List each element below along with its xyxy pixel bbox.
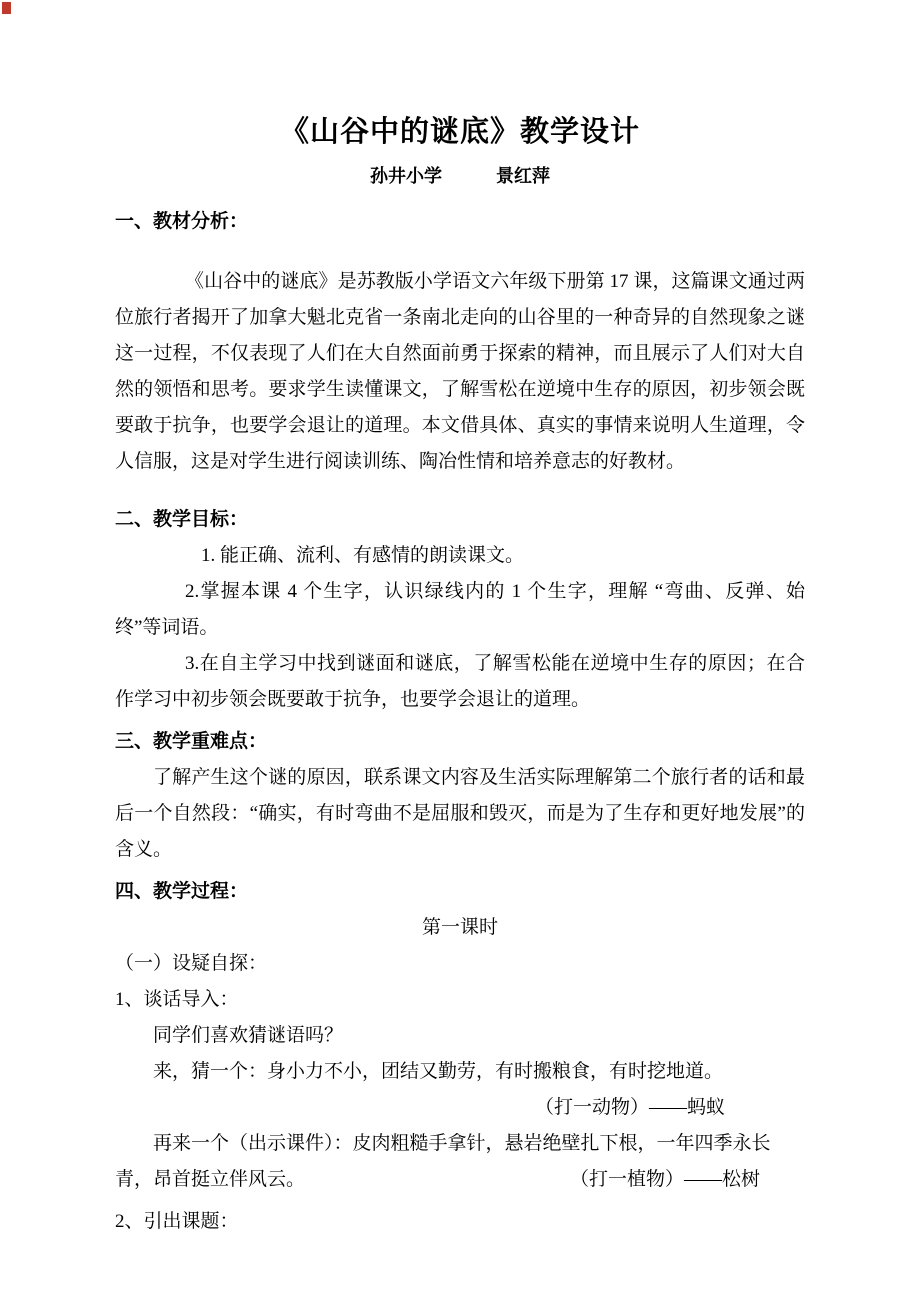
lesson-title: 第一课时 <box>421 917 498 938</box>
paragraph-key-difficulties: 了解产生这个谜的原因，联系课文内容及生活实际理解第二个旅行者的话和最后一个自然段：“确实，有时弯曲不是屈服和毁灭，而是为了生存和更好地发展”的含义。 <box>115 767 805 860</box>
section-heading-teaching-process: 四、教学过程： <box>115 881 249 902</box>
section-heading-key-difficulties: 三、教学重难点： <box>115 731 268 752</box>
riddle-2-answer: （打一植物）——松树 <box>569 1169 760 1190</box>
goal-item-2: 2.掌握本课 4 个生字，认识绿线内的 1 个生字，理解 “弯曲、反弹、始终”等词语。 <box>115 581 805 638</box>
riddle-2-text-continuation: 青，昂首挺立伴风云。 <box>115 1169 306 1190</box>
document-title: 《山谷中的谜底》教学设计 <box>279 116 640 148</box>
line-riddle-1-answer: （打一动物）——蚂蚁 <box>534 1097 725 1118</box>
step-heading-self-inquiry: （一）设疑自探： <box>115 953 268 974</box>
substep-introduce-topic: 2、引出课题： <box>115 1211 239 1232</box>
line-riddle-2-part-2 <box>115 1162 805 1198</box>
goal-item-1: 1. 能正确、流利、有感情的朗读课文。 <box>201 545 525 566</box>
paragraph-material-analysis: 《山谷中的谜底》是苏教版小学语文六年级下册第 17 课，这篇课文通过两位旅行者揭开了加拿大魁北克省一条南北走向的山谷里的一种奇异的自然现象之谜这一过程，不仅表现了人们在大自然面前勇于探索的精神，而且展示了人们对大自然的领悟和思考。要求学生读懂课文，了解雪松在逆境中生存的原因，初步领会既要敢于抗争，也要学会退让的道理。本文借具体、真实的事情来说明人生道理，令人信服，这是对学生进行阅读训练、陶冶性情和培养意志的好教材。 <box>115 271 805 472</box>
line-riddle-question: 同学们喜欢猜谜语吗？ <box>153 1025 344 1046</box>
corner-artifact <box>2 2 11 14</box>
line-riddle-1: 来，猜一个：身小力不小，团结又勤劳，有时搬粮食，有时挖地道。 <box>153 1061 724 1082</box>
line-riddle-2-part-1: 再来一个（出示课件）：皮肉粗糙手拿针，悬岩绝壁扎下根，一年四季永长 <box>153 1133 771 1154</box>
section-heading-teaching-goals: 二、教学目标： <box>115 509 249 530</box>
byline: 孙井小学 景红萍 <box>370 166 550 186</box>
substep-conversation-intro: 1、谈话导入： <box>115 989 239 1010</box>
section-heading-material-analysis: 一、教材分析： <box>115 211 249 232</box>
goal-item-3: 3.在自主学习中找到谜面和谜底，了解雪松能在逆境中生存的原因；在合作学习中初步领会既要敢于抗争，也要学会退让的道理。 <box>115 653 805 710</box>
